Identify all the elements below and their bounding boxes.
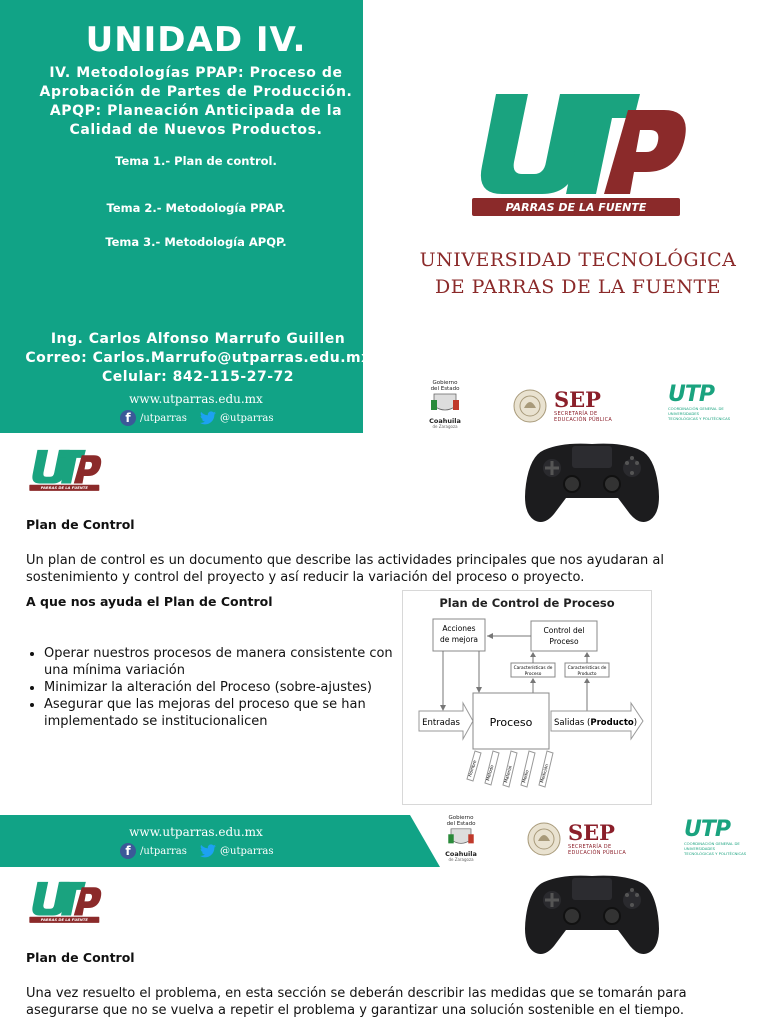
svg-text:Control del: Control del — [543, 626, 585, 635]
gobierno-coahuila-logo: Gobierno del Estado Coahuila de Zaragoza — [436, 815, 486, 867]
svg-text:PARRAS DE LA FUENTE: PARRAS DE LA FUENTE — [40, 918, 88, 923]
website-link[interactable]: www.utparras.edu.mx — [129, 392, 263, 406]
svg-text:Producto: Producto — [577, 672, 597, 677]
tema-1: Tema 1.- Plan de control. — [115, 154, 277, 168]
svg-text:Hombre: Hombre — [468, 759, 479, 778]
benefits-list — [26, 645, 404, 730]
mexico-seal-icon — [512, 388, 548, 424]
plan-description: Un plan de control es un documento que describe las actividades principales que nos ayudaran al sostenimiento y control del proyecto y así reducir la variación del proceso o proyecto. — [26, 553, 665, 585]
university-name-line1: UNIVERSIDAD TECNOLÓGICA — [419, 249, 737, 271]
list-item: • Asegurar que las mejoras del proceso que se han implementado se institucionalicen — [44, 696, 404, 730]
plan-followup-line1: Una vez resuelto el problema, en esta sección se deberán describir las medidas que se tomarán para — [26, 986, 687, 1001]
utp-coordinacion-logo: UTP COORDINACIÓN GENERAL DE UNIVERSIDADES TECNOLÓGICAS Y POLITÉCNICAS — [684, 817, 747, 856]
facebook-icon: f — [120, 410, 136, 426]
svg-text:Medio: Medio — [522, 769, 531, 784]
list-item: • Operar nuestros procesos de manera consistente con una mínima variación — [44, 645, 404, 679]
facebook-link[interactable] — [120, 410, 187, 426]
unit-subtitle: IV. Metodologías PPAP: Proceso de Aprobación de Partes de Producción. APQP: Planeación Anticipada de la Calidad de Nuevos Productos. — [39, 65, 353, 138]
utp-logo-small — [28, 880, 102, 924]
process-control-diagram — [402, 590, 652, 805]
footer-banner-panel — [0, 815, 440, 867]
footer-website-link[interactable]: www.utparras.edu.mx — [129, 825, 263, 839]
title-panel — [0, 0, 371, 433]
svg-text:Características de: Características de — [567, 666, 607, 671]
utp-logo-small — [28, 448, 102, 492]
svg-text:Acciones: Acciones — [442, 624, 476, 633]
plan-followup-line2: asegurarse que no se vuelva a repetir el problema y garantizar una solución sostenible en el tiempo. — [26, 1003, 685, 1018]
list-item: • Minimizar la alteración del Proceso (sobre-ajustes) — [44, 679, 404, 696]
utp-coordinacion-logo: UTP COORDINACIÓN GENERAL DE UNIVERSIDADES TECNOLÓGICAS Y POLITÉCNICAS — [668, 382, 731, 421]
twitter-icon — [200, 410, 216, 426]
section-heading: Plan de Control — [26, 517, 135, 532]
section-heading: Plan de Control — [26, 950, 135, 965]
facebook-handle: /utparras — [140, 412, 187, 424]
university-name-line2: DE PARRAS DE LA FUENTE — [434, 276, 722, 298]
footer-twitter-link[interactable]: @utparras — [200, 843, 273, 859]
instructor-name: Ing. Carlos Alfonso Marrufo Guillen — [50, 331, 346, 347]
svg-text:de mejora: de mejora — [439, 635, 479, 644]
tema-3: Tema 3.- Metodología APQP. — [105, 235, 287, 249]
svg-text:PARRAS DE LA FUENTE: PARRAS DE LA FUENTE — [40, 486, 88, 491]
instructor-phone: Celular: 842-115-27-72 — [101, 369, 294, 385]
svg-text:Material: Material — [504, 765, 514, 784]
footer-facebook-link[interactable]: f /utparras — [120, 843, 187, 859]
coat-of-arms-icon — [436, 827, 486, 847]
tema-2: Tema 2.- Metodología PPAP. — [106, 201, 286, 215]
facebook-icon: f — [120, 843, 136, 859]
svg-text:Medición: Medición — [540, 763, 551, 784]
game-controller-image — [522, 434, 662, 524]
university-name — [388, 247, 768, 301]
instructor-info — [20, 330, 376, 387]
svg-text:Método: Método — [486, 764, 496, 782]
twitter-link[interactable] — [200, 410, 273, 426]
svg-text:Proceso: Proceso — [549, 637, 579, 646]
title-slide — [0, 0, 768, 433]
game-controller-image — [522, 866, 662, 956]
benefits-heading: A que nos ayuda el Plan de Control — [26, 594, 273, 609]
diagram-title: Plan de Control de Proceso — [439, 596, 615, 610]
twitter-handle: @utparras — [220, 412, 274, 424]
sep-logo: SEP SECRETARÍA DE EDUCACIÓN PÚBLICA — [526, 819, 656, 859]
utp-logo-p — [604, 110, 686, 194]
proceso-label: Proceso — [489, 716, 533, 729]
gobierno-coahuila-logo: Gobierno del Estado Coahuila de Zaragoza — [420, 380, 470, 430]
svg-text:Salidas (Producto): Salidas (Producto) — [554, 718, 638, 728]
utp-logo-tagline: PARRAS DE LA FUENTE — [505, 201, 647, 214]
svg-text:Entradas: Entradas — [422, 718, 460, 728]
unit-title: UNIDAD IV. — [85, 20, 307, 60]
mexico-seal-icon — [526, 821, 562, 857]
svg-text:Características de: Características de — [513, 666, 553, 671]
coat-of-arms-icon — [420, 392, 470, 414]
utp-logo — [468, 90, 688, 218]
instructor-email: Correo: Carlos.Marrufo@utparras.edu.mx — [25, 350, 371, 366]
sep-logo: SEP SECRETARÍA DE EDUCACIÓN PÚBLICA — [512, 386, 642, 426]
svg-text:Proceso: Proceso — [524, 672, 542, 677]
footer-banner — [0, 815, 768, 867]
twitter-icon — [200, 843, 216, 859]
